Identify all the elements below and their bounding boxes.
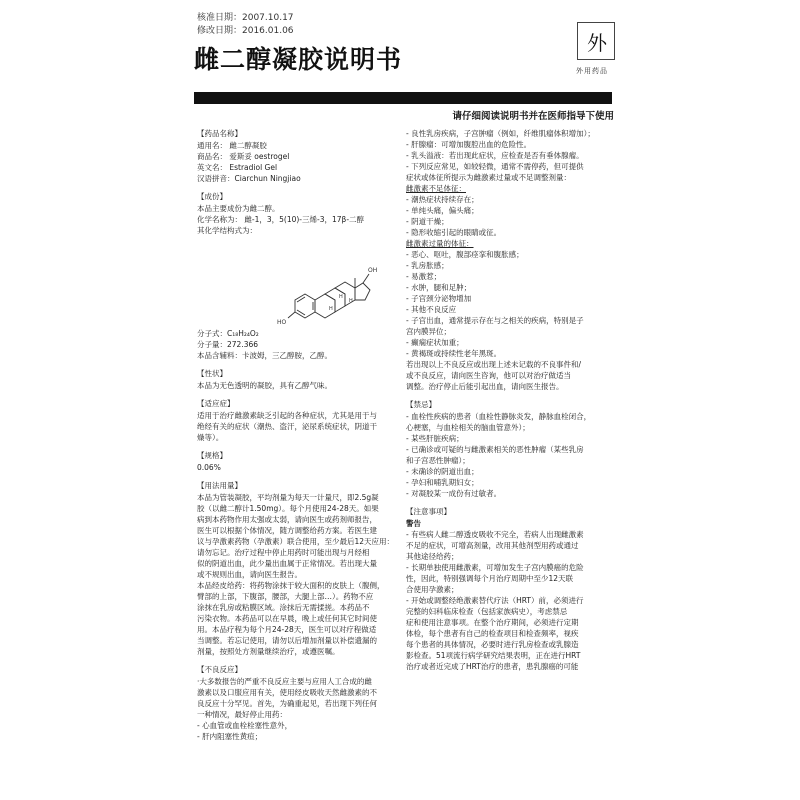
text-line: - 子宫出血，通常提示存在与之相关的疾病，特别是子: [406, 316, 584, 325]
label-h3: H: [329, 306, 333, 312]
text-line: - 恶心、呕吐，腹部痉挛和腹胀感；: [406, 250, 524, 259]
text-line: - 某些肝脏疾病；: [406, 434, 464, 443]
precaution-list: [406, 529, 614, 672]
text-line: 治疗或者近完成了HRT治疗的患者，患乳腺癌的可能: [406, 662, 579, 671]
text-line: ·大多数报告的严重不良反应主要与应用人工合成的雌: [197, 677, 372, 686]
text-line: 和子宫恶性肿瘤）；: [406, 456, 470, 465]
excess-heading: 雌激素过量的体征：: [406, 239, 474, 248]
text-line: 症和使用注意事项。在整个治疗期间，必须进行定期: [406, 618, 579, 627]
usage-notice: 请仔细阅读说明书并在医师指导下使用: [452, 111, 614, 122]
appearance-section: [197, 380, 397, 391]
text-line: 合使用孕激素；: [406, 585, 459, 594]
text-line: 0.06%: [197, 463, 221, 472]
text-line: 本品为管装凝胶，平均剂量为每天一计量尺，即2.5g凝: [197, 493, 379, 502]
text-line: 分子式：C₁₈H₂₄O₂: [197, 329, 259, 338]
text-line: 一种情况，最好停止用药：: [197, 710, 287, 719]
text-line: 或不规则出血，请向医生报告。: [197, 570, 302, 579]
text-line: - 肝内阻塞性黄疸；: [197, 732, 263, 741]
text-line: 本品主要成份为雌二醇。: [197, 204, 280, 213]
right-column: [406, 128, 614, 672]
text-line: 或不良反应，请向医生咨询，他可以对治疗做适当: [406, 371, 571, 380]
text-line: 似的阴道出血，此少量出血属于正常情况。若出现大量: [197, 559, 377, 568]
text-line: 体检，每个患者有自己的检查项目和检查频率，视疾: [406, 629, 579, 638]
text-line: - 其他不良反应: [406, 305, 457, 314]
text-line: 每个患者的具体情况，必要时进行乳房检查或乳腺造: [406, 640, 579, 649]
text-line: - 心血管或血栓栓塞性意外，: [197, 721, 293, 730]
text-line: 用。本品疗程为每个月24-28天，医生可以对疗程做适: [197, 625, 377, 634]
text-line: 其化学结构式为：: [197, 226, 257, 235]
external-use-glyph: 外: [587, 31, 607, 55]
text-line: - 癫痫症状加重；: [406, 338, 464, 347]
text-line: 当调整。若忘记使用，请勿以后增加剂量以补偿遗漏的: [197, 636, 377, 645]
text-line: 本品经皮给药：将药物涂抹于较大面积的皮肤上（腹侧，: [197, 581, 385, 590]
adverse-section: [197, 676, 397, 742]
text-line: 宫内膜异位；: [406, 327, 451, 336]
text-line: - 开始或调整经绝激素替代疗法（HRT）前，必须进行: [406, 596, 584, 605]
text-line: - 良性乳房疾病，子宫肿瘤（例如，纤维肌瘤体积增加）；: [406, 129, 595, 138]
text-line: 剂量，按照处方剂量继续治疗，或遵医嘱。: [197, 647, 340, 656]
structure-diagram: [275, 238, 395, 326]
label-oh: OH: [368, 267, 378, 274]
header-rule: [194, 92, 612, 104]
text-line: 分子量：272.366: [197, 340, 259, 349]
ring-d: [355, 283, 370, 300]
text-line: 本品为无色透明的凝胶，具有乙醇气味。: [197, 381, 332, 390]
composition-section: [197, 203, 397, 236]
text-line: 请勿忘记。治疗过程中停止用药时可能出现与月经相: [197, 548, 370, 557]
section-heading-name: 【药品名称】: [197, 129, 242, 138]
text-line: - 阴道干燥；: [406, 217, 449, 226]
text-line: - 对凝胶某一成份有过敏者。: [406, 489, 502, 498]
name-section: [197, 140, 397, 184]
ring-c: [325, 288, 345, 312]
text-line: 臂部的上部，下腹部，腰部，大腿上部…）。药物不应: [197, 592, 374, 601]
label-ho: HO: [277, 319, 287, 326]
text-line: 涂抹在乳房或粘膜区域。涂抹后无需揉搓。本药品不: [197, 603, 370, 612]
text-line: 影检查。51项流行病学研究结果表明，正在进行HRT: [406, 651, 581, 660]
text-line: 心梗塞，与血栓相关的脑血管意外）；: [406, 423, 530, 432]
text-line: 不足的症状，可增高剂量，改用其他剂型用药或通过: [406, 541, 579, 550]
text-line: 其他途径给药；: [406, 552, 459, 561]
section-heading-composition: 【成份】: [197, 192, 227, 201]
text-line: 绝经有关的症状（潮热、盗汗，泌尿系统症状，阴道干: [197, 422, 377, 431]
usage-section: [197, 492, 397, 657]
dates-block: [197, 12, 294, 38]
section-heading-spec: 【规格】: [197, 451, 227, 460]
text-line: - 已确诊或可疑的与雌激素相关的恶性肿瘤（某些乳房: [406, 445, 584, 454]
text-line: - 血栓性疾病的患者（血栓性静脉炎发，静脉血栓闭合，: [406, 412, 592, 421]
text-line: 性，因此，特别强调每个月治疗周期中至少12天联: [406, 574, 574, 583]
section-heading-indication: 【适应症】: [197, 399, 235, 408]
text-line: - 长期单独使用雌激素，可增加发生子宫内膜癌的危险: [406, 563, 584, 572]
text-line: 若出现以上不良反应或出现上述未记载的不良事件和/: [406, 360, 582, 369]
text-line: 议与孕激素药物（孕激素）联合使用，至少最后12天应用：: [197, 537, 395, 546]
section-heading-adverse: 【不良反应】: [197, 665, 242, 674]
contra-list: [406, 411, 614, 499]
text-line: - 单纯头痛，偏头痛；: [406, 206, 479, 215]
external-use-mark: [577, 22, 615, 60]
insufficient-heading: 雌激素不足体征：: [406, 184, 466, 193]
approval-date: 核准日期：2007.10.17: [197, 13, 294, 23]
document-title: 雌二醇凝胶说明书: [194, 45, 403, 74]
text-line: 商品名： 爱斯妥 oestrogel: [197, 152, 290, 161]
text-line: - 潮热症状持续存在；: [406, 195, 479, 204]
revision-date: 修改日期：2016.01.06: [197, 26, 294, 36]
text-line: 胶（以雌二醇计1.50mg）。每个月使用24-28天。如果: [197, 504, 379, 513]
spec-section: [197, 462, 397, 473]
text-line: 调整。治疗停止后能引起出血，请向医生报告。: [406, 382, 564, 391]
ring-a: [295, 294, 315, 318]
text-line: - 肝腺瘤：可增加腹腔出血的危险性。: [406, 140, 532, 149]
text-line: - 易激惹；: [406, 272, 442, 281]
text-line: - 有些病人雌二醇透皮吸收不完全，若病人出现雌激素: [406, 530, 584, 539]
formula-section: [197, 328, 397, 361]
left-column: [197, 128, 397, 742]
text-line: 燥等）。: [197, 433, 224, 442]
estradiol-structure: [275, 238, 395, 326]
label-h1: H: [339, 294, 343, 300]
text-line: 英文名： Estradiol Gel: [197, 163, 278, 172]
text-line: - 乳房胀感；: [406, 261, 449, 270]
text-line: 通用名： 雌二醇凝胶: [197, 141, 267, 150]
text-line: 医生可以根据个体情况，随方调整给药方案。若医生建: [197, 526, 377, 535]
label-h2: H: [349, 298, 353, 304]
text-line: - 子宫颈分泌物增加: [406, 294, 472, 303]
ho-bond: [288, 312, 295, 318]
excess-list: [406, 249, 614, 392]
section-heading-contra: 【禁忌】: [406, 400, 436, 409]
text-line: 适用于治疗雌激素缺乏引起的各种症状，尤其是用于与: [197, 411, 377, 420]
text-line: 症状或体征所提示为雌激素过量或不足调整剂量：: [406, 173, 571, 182]
text-line: 化学名称为： 雌-1，3，5(10)-三烯-3，17β-二醇: [197, 215, 365, 224]
text-line: 激素以及口服应用有关，使用经皮吸收天然雌激素的不: [197, 688, 377, 697]
text-line: - 水肿，腿和足肿；: [406, 283, 472, 292]
oh-bond: [363, 274, 369, 283]
text-line: 汉语拼音：Ciarchun Ningjiao: [197, 174, 301, 183]
insufficient-list: [406, 194, 614, 238]
text-line: 完整的妇科临床检查（包括家族病史），考虑禁忌: [406, 607, 568, 616]
indication-section: [197, 410, 397, 443]
text-line: - 下列反应常见，如较轻微，通常不需停药，但可提供: [406, 162, 584, 171]
external-use-caption: 外用药品: [576, 67, 608, 75]
text-line: - 孕妇和哺乳期妇女；: [406, 478, 479, 487]
text-line: - 乳头溢液：若出现此症状，应检查是否有垂体腺瘤。: [406, 151, 584, 160]
text-line: - 未确诊的阴道出血；: [406, 467, 479, 476]
section-heading-appearance: 【性状】: [197, 369, 227, 378]
warning-label: 警告: [406, 519, 421, 528]
text-line: 污染衣物。本药品可以在早晨，晚上或任何其它时间使: [197, 614, 377, 623]
text-line: 病到本药物作用太强或太弱，请向医生或药剂师报告，: [197, 515, 377, 524]
text-line: - 隐形收缩引起的眼睛或征。: [406, 228, 502, 237]
text-line: 良反应十分罕见。首先，为确重起见，若出现下列任何: [197, 699, 377, 708]
text-line: 本品含辅料：卡波姆，三乙醇胺，乙醇。: [197, 351, 332, 360]
text-line: - 黄褐斑或持续性老年黑斑。: [406, 349, 502, 358]
section-heading-usage: 【用法用量】: [197, 481, 242, 490]
adverse-continued: [406, 128, 614, 183]
section-heading-precaution: 【注意事项】: [406, 507, 451, 516]
